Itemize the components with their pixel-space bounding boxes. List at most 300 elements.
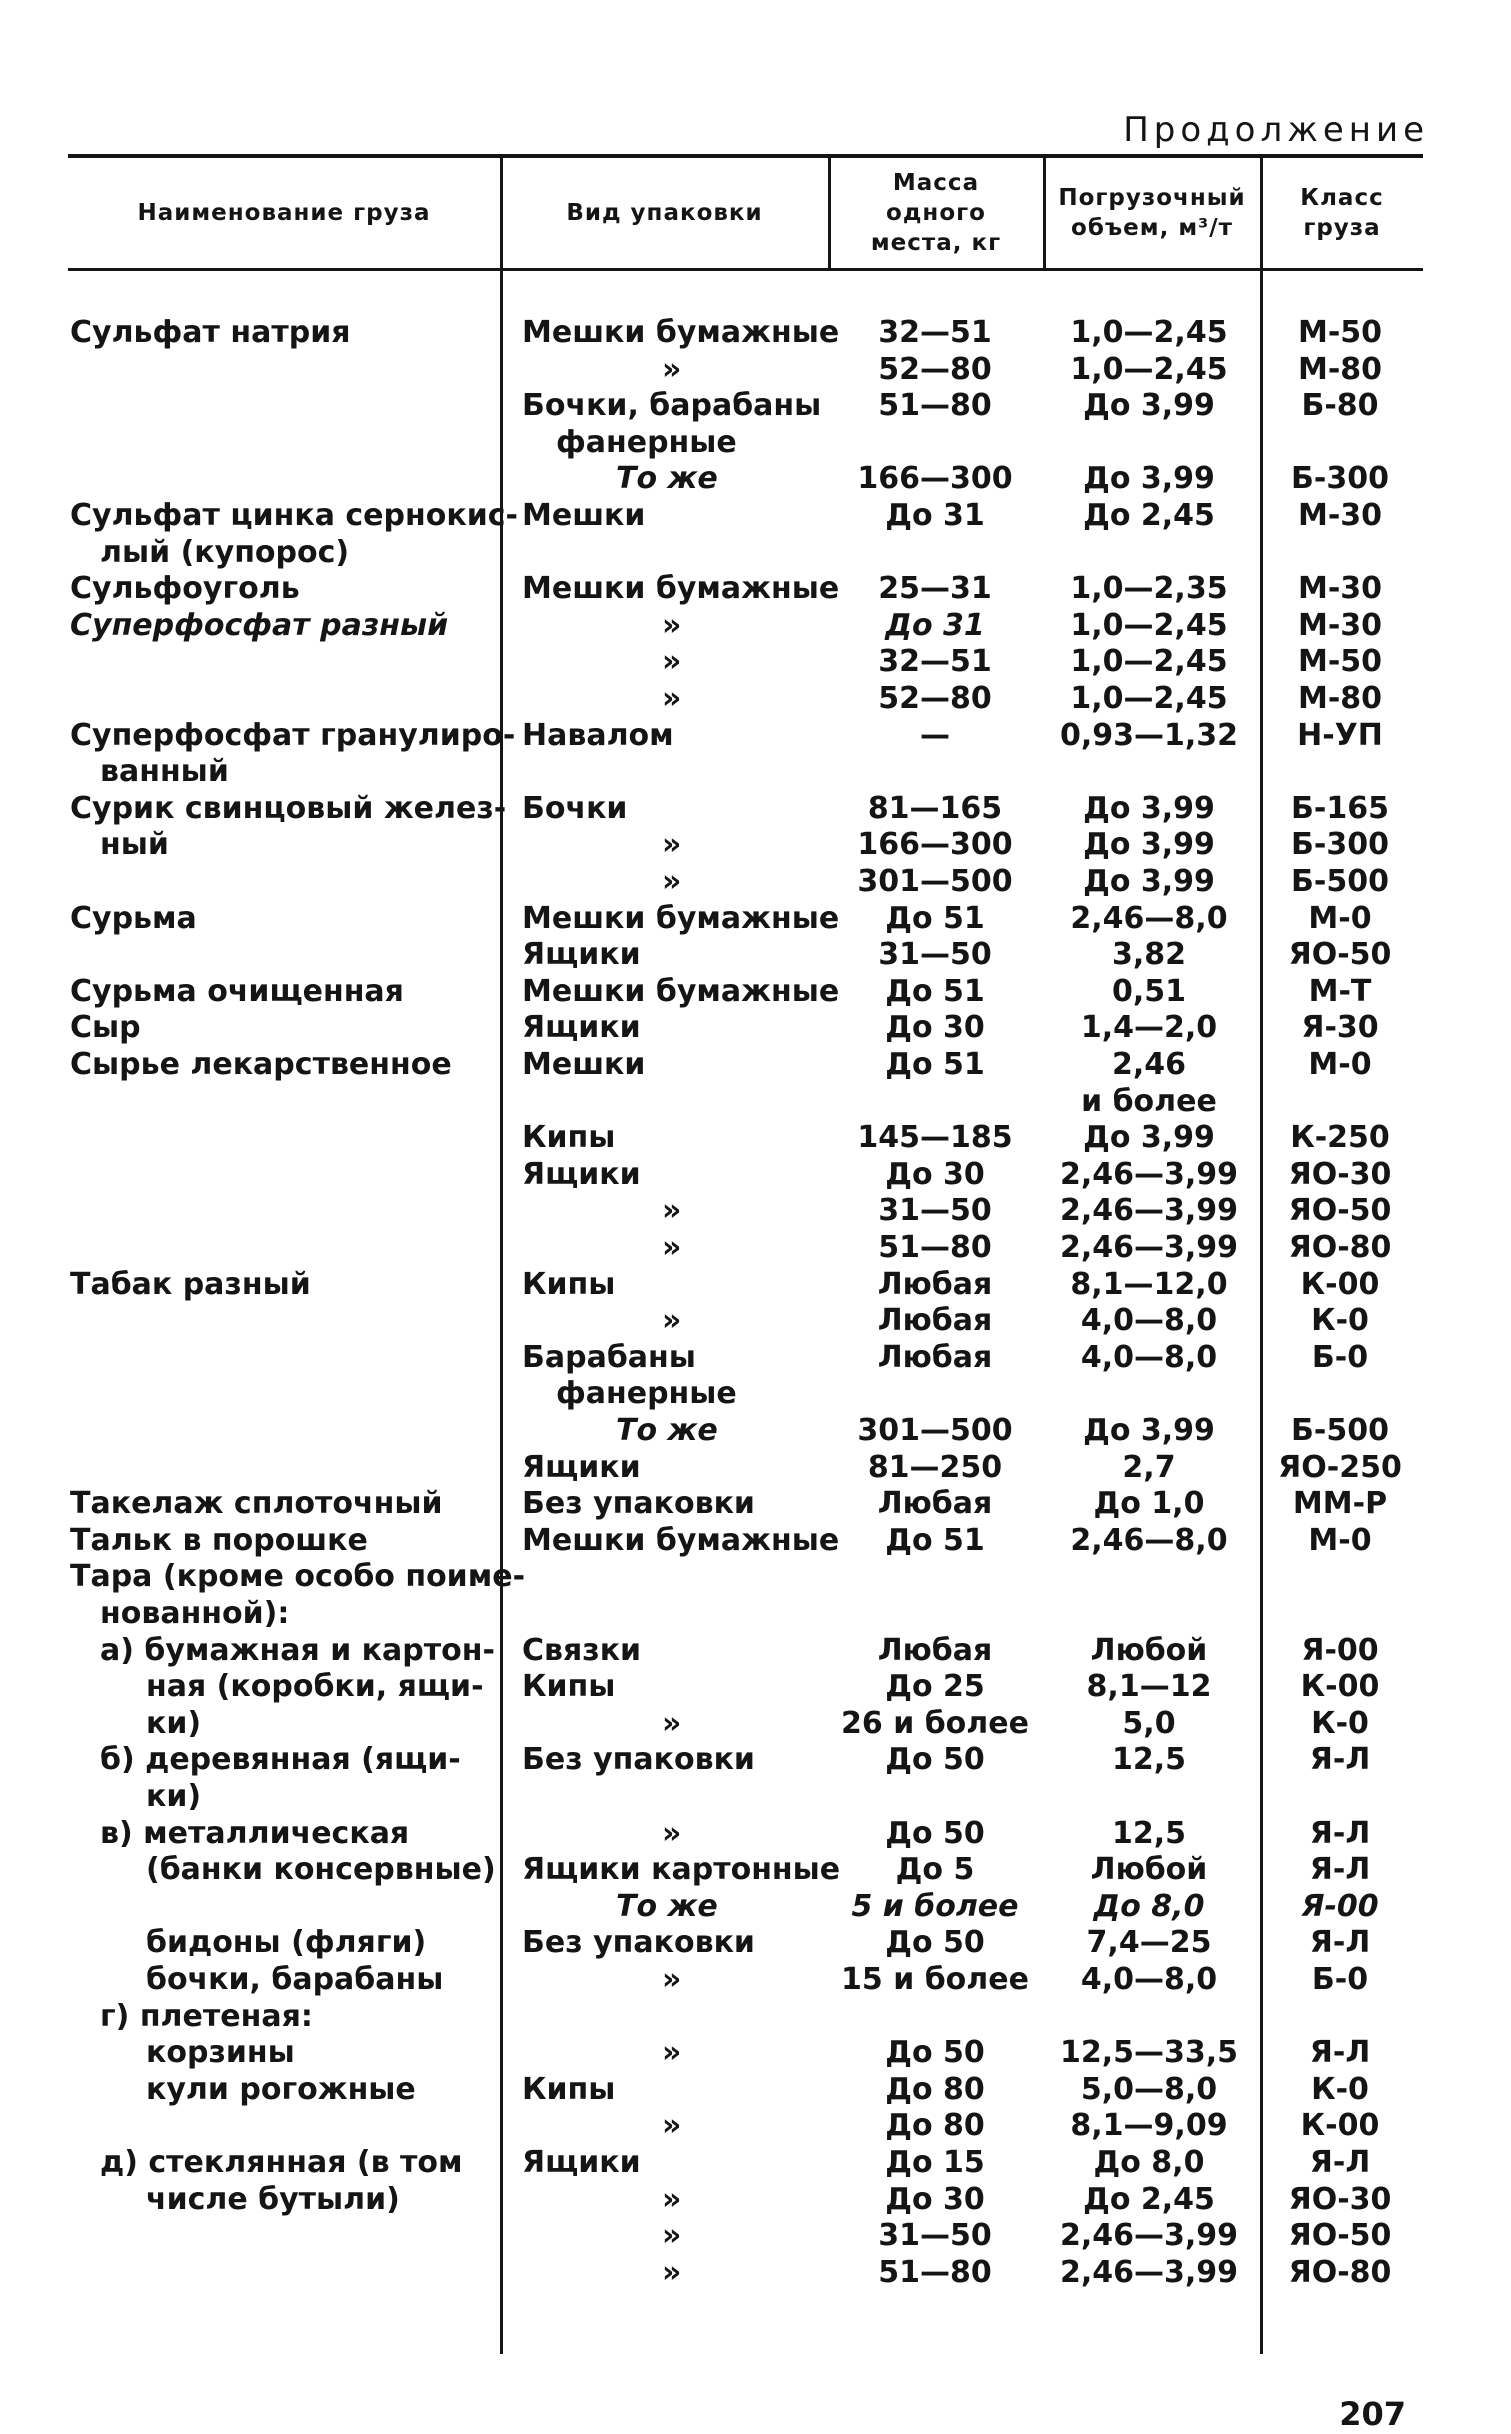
table-row [0, 2108, 1511, 2144]
cell-class: ЯО-50 [1288, 937, 1392, 973]
table-row [0, 827, 1511, 863]
table-row [0, 1450, 1511, 1486]
cell-packaging: Ящики [522, 1010, 641, 1046]
page-number: 207 [1339, 2395, 1406, 2433]
table-row [0, 1120, 1511, 1156]
cell-mass: До 31 [885, 498, 985, 533]
cell-volume [1044, 1559, 1254, 1595]
table-row [0, 1340, 1511, 1376]
table-top-rule [68, 154, 1423, 158]
cell-cargo-name: Тара (кроме особо поиме- [70, 1559, 526, 1595]
cell-mass: 301—500 [857, 864, 1013, 899]
table-row [0, 1376, 1511, 1412]
table-row [0, 2035, 1511, 2071]
cell-class [1260, 1779, 1420, 1815]
cell-packaging: Ящики [522, 937, 641, 973]
cell-cargo-name: Суперфосфат гранулиро- [70, 717, 516, 753]
cell-packaging: » [662, 1303, 682, 1339]
cell-volume: 3,82 [1111, 937, 1187, 973]
cell-packaging: » [662, 644, 682, 680]
table-row [0, 1559, 1511, 1595]
cell-mass: До 30 [885, 1156, 985, 1192]
cell-cargo-name: ный [100, 827, 169, 863]
cell-volume: 0,93—1,32 [1059, 717, 1239, 753]
cell-mass: До 15 [885, 2145, 985, 2180]
cell-cargo-name: Сурьма очищенная [70, 973, 404, 1009]
cell-volume: 2,46—3,99 [1059, 1156, 1239, 1192]
table-row [0, 1633, 1511, 1669]
cell-mass: 32—51 [878, 315, 992, 350]
cell-mass: 52—80 [878, 681, 992, 716]
cell-cargo-name: кули рогожные [146, 2071, 416, 2107]
cell-class: М-80 [1297, 681, 1383, 716]
cell-volume [1044, 1596, 1254, 1632]
cell-volume: 1,0—2,45 [1070, 607, 1228, 643]
cell-class: ЯО-80 [1288, 1230, 1392, 1265]
cell-cargo-name: Табак разный [70, 1266, 311, 1302]
table-row [0, 1706, 1511, 1742]
table-row [0, 388, 1511, 424]
cell-mass: 81—250 [867, 1449, 1003, 1485]
cell-volume: 1,0—2,45 [1070, 315, 1228, 350]
table-row [0, 498, 1511, 534]
cell-mass [830, 1999, 1040, 2035]
cell-volume: 2,46 [1111, 1047, 1187, 1082]
cell-class: М-0 [1308, 900, 1372, 936]
table-row [0, 1852, 1511, 1888]
cell-mass [830, 1084, 1040, 1120]
cell-mass: 145—185 [857, 1120, 1013, 1156]
cell-class: Б-0 [1311, 1339, 1369, 1375]
cell-mass: До 31 [885, 607, 985, 643]
table-row [0, 2218, 1511, 2254]
cell-class: К-0 [1311, 1705, 1369, 1741]
cell-packaging: Мешки бумажные [522, 973, 840, 1009]
cell-mass: 31—50 [878, 1193, 992, 1229]
cell-packaging: » [662, 2108, 682, 2144]
table-row [0, 1925, 1511, 1961]
cell-volume [1044, 425, 1254, 461]
cell-mass: 52—80 [878, 351, 992, 387]
cell-packaging: Ящики [522, 1449, 641, 1485]
cell-cargo-name: б) деревянная (ящи- [100, 1742, 461, 1778]
header-volume: Погрузочный объем, м³/т [1058, 185, 1246, 241]
cell-volume: и более [1081, 1083, 1217, 1119]
cell-volume: 1,0—2,45 [1070, 681, 1228, 716]
cell-volume [1044, 754, 1254, 790]
cell-volume: 8,1—12 [1086, 1669, 1212, 1705]
table-row [0, 901, 1511, 937]
cell-mass [830, 754, 1040, 790]
cell-class: М-80 [1297, 351, 1383, 387]
cell-volume: 2,46—8,0 [1070, 1522, 1228, 1558]
cell-class: Я-Л [1309, 2145, 1371, 2180]
cell-packaging: » [662, 1962, 682, 1997]
cell-mass: До 51 [885, 973, 985, 1009]
table-row [0, 461, 1511, 497]
cell-volume: 1,0—2,45 [1070, 351, 1228, 387]
cell-class: Б-300 [1291, 827, 1389, 863]
cell-volume: До 3,99 [1083, 790, 1215, 826]
cell-mass: 166—300 [857, 461, 1013, 497]
cell-class [1260, 1596, 1420, 1632]
cell-packaging: Мешки [522, 1047, 646, 1082]
table-row [0, 937, 1511, 973]
cell-mass: Любая [877, 1632, 993, 1668]
cell-mass: 31—50 [878, 2218, 992, 2254]
cell-packaging: Кипы [522, 1266, 616, 1302]
table-row [0, 1230, 1511, 1266]
table-row [0, 1669, 1511, 1705]
cell-packaging: Связки [522, 1632, 642, 1668]
cell-cargo-name: Такелаж сплоточный [70, 1486, 443, 1522]
cell-cargo-name: ванный [100, 754, 229, 790]
cell-mass: 51—80 [878, 388, 992, 424]
cell-packaging: Навалом [522, 717, 674, 753]
cell-mass: 15 и более [841, 1962, 1029, 1997]
cell-mass: До 50 [885, 1742, 985, 1778]
cell-volume: До 3,99 [1083, 827, 1215, 863]
cell-cargo-name: д) стеклянная (в том [100, 2145, 463, 2180]
cell-class [1260, 1559, 1420, 1595]
cell-class: ЯО-50 [1288, 2218, 1392, 2254]
cell-class: Я-Л [1309, 1742, 1371, 1778]
cell-volume: 1,0—2,45 [1070, 644, 1228, 680]
cell-mass [830, 535, 1040, 571]
table-row [0, 1596, 1511, 1632]
cell-packaging: Мешки бумажные [522, 1522, 840, 1558]
cell-volume: 1,4—2,0 [1080, 1010, 1218, 1046]
table-row [0, 1010, 1511, 1046]
cell-packaging: Кипы [522, 1120, 616, 1156]
cell-volume: 8,1—9,09 [1070, 2108, 1228, 2144]
cell-mass [830, 1779, 1040, 1815]
cell-volume: 2,46—8,0 [1070, 900, 1228, 936]
cell-class: ЯО-30 [1288, 1156, 1392, 1192]
cell-cargo-name: бочки, барабаны [146, 1962, 444, 1997]
cell-packaging: Ящики картонные [522, 1852, 841, 1888]
cell-class: Я-00 [1301, 1888, 1379, 1924]
table-row [0, 1413, 1511, 1449]
cell-mass: До 25 [885, 1669, 985, 1705]
table-row [0, 535, 1511, 571]
cell-mass: До 5 [895, 1852, 975, 1888]
header-cargo-name: Наименование груза [137, 200, 431, 226]
cell-cargo-name: Сульфат цинка сернокис- [70, 498, 518, 533]
cell-class [1260, 1999, 1420, 2035]
table-row [0, 1486, 1511, 1522]
cell-cargo-name: в) металлическая [100, 1815, 410, 1851]
cell-cargo-name: Сульфоуголь [70, 571, 300, 607]
table-row [0, 425, 1511, 461]
cell-volume: Любой [1090, 1632, 1208, 1668]
table-row [0, 571, 1511, 607]
cell-packaging: Ящики [522, 2145, 641, 2180]
table-row [0, 791, 1511, 827]
cell-packaging: Мешки бумажные [522, 900, 840, 936]
cell-class: К-0 [1311, 2071, 1369, 2107]
cell-volume: 2,46—3,99 [1059, 2254, 1239, 2290]
cell-volume: 0,51 [1111, 973, 1187, 1009]
cell-class: Я-Л [1309, 1925, 1371, 1961]
cell-mass [830, 1559, 1040, 1595]
table-row [0, 864, 1511, 900]
cell-class: К-00 [1300, 1669, 1380, 1705]
cell-mass: До 30 [885, 1010, 985, 1046]
cell-packaging: То же [616, 461, 718, 497]
cell-cargo-name: нованной): [100, 1596, 290, 1631]
cell-packaging: То же [616, 1888, 718, 1924]
cell-volume: 12,5—33,5 [1059, 2035, 1239, 2071]
cell-class: Я-Л [1309, 2035, 1371, 2071]
cell-mass: 25—31 [878, 571, 992, 607]
cell-class [1260, 535, 1420, 571]
cell-class: ММ-Р [1292, 1486, 1388, 1522]
cell-class: Б-500 [1291, 864, 1389, 899]
table-row [0, 644, 1511, 680]
cell-volume: До 1,0 [1093, 1486, 1205, 1522]
table-row [0, 1193, 1511, 1229]
cell-volume: 4,0—8,0 [1080, 1339, 1218, 1375]
cell-class: К-0 [1311, 1303, 1369, 1339]
cell-class: К-00 [1300, 1266, 1380, 1302]
cell-volume: 2,46—3,99 [1059, 1193, 1239, 1229]
cell-volume [1044, 1999, 1254, 2035]
cell-cargo-name: бидоны (фляги) [146, 1925, 427, 1961]
cell-class: Б-80 [1301, 388, 1379, 424]
cell-mass: До 51 [885, 1522, 985, 1558]
cell-packaging: Мешки [522, 498, 646, 533]
cell-mass: До 30 [885, 2181, 985, 2217]
cell-volume: До 8,0 [1093, 1888, 1205, 1924]
cell-volume: До 2,45 [1083, 498, 1215, 533]
table-row [0, 1303, 1511, 1339]
cell-class: Н-УП [1297, 717, 1383, 753]
cell-mass: 5 и более [851, 1888, 1019, 1924]
cell-volume: До 3,99 [1083, 1120, 1215, 1156]
table-row [0, 681, 1511, 717]
cell-cargo-name: Сульфат натрия [70, 315, 351, 350]
cell-packaging: Бочки [522, 790, 628, 826]
cell-class: К-00 [1300, 2108, 1380, 2144]
table-row [0, 1157, 1511, 1193]
cell-cargo-name: лый (купорос) [100, 534, 350, 570]
table-row [0, 1779, 1511, 1815]
cell-class: Я-Л [1309, 1852, 1371, 1888]
cell-volume: 8,1—12,0 [1070, 1266, 1228, 1302]
cell-class: Я-00 [1301, 1632, 1379, 1668]
cell-packaging: » [662, 1230, 682, 1265]
cell-cargo-name: Сурик свинцовый желез- [70, 790, 507, 826]
cell-class [1260, 754, 1420, 790]
cell-volume: 12,5 [1111, 1815, 1187, 1851]
cell-cargo-name: Сурьма [70, 900, 197, 936]
cell-volume: До 3,99 [1083, 1413, 1215, 1448]
cell-class: Б-500 [1291, 1413, 1389, 1448]
cell-volume: 4,0—8,0 [1080, 1303, 1218, 1339]
table-row [0, 1084, 1511, 1120]
cell-mass: 51—80 [878, 2254, 992, 2290]
cell-mass: Любая [877, 1339, 993, 1375]
cell-class: ЯО-250 [1278, 1449, 1402, 1485]
cell-cargo-name: (банки консервные) [146, 1852, 496, 1888]
cell-packaging: » [662, 351, 682, 387]
cell-packaging: » [662, 1193, 682, 1229]
table-row [0, 1742, 1511, 1778]
cell-cargo-name: числе бутыли) [146, 2181, 400, 2217]
header-class: Класс груза [1300, 185, 1384, 241]
table-row [0, 1816, 1511, 1852]
cell-packaging: Кипы [522, 2071, 616, 2107]
cell-packaging: Без упаковки [522, 1486, 755, 1522]
cell-class: М-30 [1297, 498, 1383, 533]
cell-mass: — [920, 717, 950, 753]
cell-class: М-30 [1297, 607, 1383, 643]
cell-cargo-name: г) плетеная: [100, 1998, 313, 2034]
continuation-label: Продолжение [1123, 110, 1429, 150]
cell-packaging: » [662, 864, 682, 899]
cell-class: М-30 [1297, 571, 1383, 607]
cell-mass: До 50 [885, 2035, 985, 2071]
cell-packaging: Без упаковки [522, 1742, 755, 1778]
table-row [0, 1962, 1511, 1998]
cell-class [1260, 1376, 1420, 1412]
cell-mass: Любая [877, 1266, 993, 1302]
cell-volume: До 3,99 [1083, 864, 1215, 899]
cell-mass: До 50 [885, 1925, 985, 1961]
table-row [0, 1889, 1511, 1925]
cell-class: М-Т [1308, 973, 1372, 1009]
cell-volume: До 3,99 [1083, 388, 1215, 424]
cell-volume: До 3,99 [1083, 461, 1215, 497]
header-packaging: Вид упаковки [566, 200, 763, 226]
cell-packaging: » [662, 1705, 682, 1741]
table-row [0, 1523, 1511, 1559]
cell-class: Б-300 [1291, 461, 1389, 497]
cell-mass [830, 425, 1040, 461]
cell-class [1260, 1084, 1420, 1120]
cell-cargo-name: а) бумажная и картон- [100, 1632, 495, 1668]
cell-class: Б-165 [1291, 790, 1389, 826]
cell-packaging: То же [616, 1413, 718, 1448]
table-row [0, 2072, 1511, 2108]
cell-volume: 2,7 [1122, 1449, 1176, 1485]
cell-mass: До 80 [885, 2071, 985, 2107]
cell-mass: 26 и более [841, 1705, 1029, 1741]
cell-cargo-name: Сыр [70, 1010, 141, 1046]
cell-class: Я-30 [1301, 1010, 1379, 1046]
cell-packaging: » [662, 2181, 682, 2217]
cell-packaging: » [662, 2035, 682, 2071]
cell-mass: До 51 [885, 1047, 985, 1082]
cell-volume: 2,46—3,99 [1059, 1230, 1239, 1265]
cell-mass: 31—50 [878, 937, 992, 973]
cell-class: М-0 [1308, 1047, 1372, 1082]
cell-cargo-name: Тальк в порошке [70, 1522, 368, 1558]
table-row [0, 1999, 1511, 2035]
cell-class: Я-Л [1309, 1815, 1371, 1851]
table-row [0, 352, 1511, 388]
cell-cargo-name: ная (коробки, ящи- [146, 1669, 484, 1705]
table-row [0, 2255, 1511, 2291]
cell-class: М-0 [1308, 1522, 1372, 1558]
cell-mass: До 80 [885, 2108, 985, 2144]
cell-class [1260, 425, 1420, 461]
cell-volume [1044, 535, 1254, 571]
cell-volume: До 8,0 [1093, 2145, 1205, 2180]
cell-volume [1044, 1779, 1254, 1815]
cell-class: М-50 [1297, 644, 1383, 680]
cell-mass [830, 1596, 1040, 1632]
cell-packaging: Ящики [522, 1156, 641, 1192]
cell-mass: Любая [877, 1303, 993, 1339]
cell-cargo-name: Суперфосфат разный [70, 607, 449, 643]
cell-packaging: Мешки бумажные [522, 315, 840, 350]
cell-packaging: Бочки, барабаны [522, 388, 822, 424]
cell-packaging: фанерные [556, 424, 737, 460]
cell-volume: 12,5 [1111, 1742, 1187, 1778]
cell-class: ЯО-50 [1288, 1193, 1392, 1229]
cell-class: ЯО-80 [1288, 2254, 1392, 2290]
cell-mass: 32—51 [878, 644, 992, 680]
cell-volume: 5,0 [1122, 1705, 1176, 1741]
cell-packaging: фанерные [556, 1376, 737, 1412]
cell-class: К-250 [1290, 1120, 1390, 1156]
cell-packaging: Мешки бумажные [522, 571, 840, 607]
cell-class: М-50 [1297, 315, 1383, 350]
table-row [0, 315, 1511, 351]
cell-packaging: » [662, 681, 682, 716]
cell-packaging: » [662, 1815, 682, 1851]
table-row [0, 718, 1511, 754]
table-row [0, 1267, 1511, 1303]
cell-packaging: Без упаковки [522, 1925, 755, 1961]
table-row [0, 608, 1511, 644]
cell-class: Б-0 [1311, 1962, 1369, 1997]
cell-volume: 4,0—8,0 [1080, 1962, 1218, 1997]
cell-mass: 301—500 [857, 1413, 1013, 1448]
cell-volume: 5,0—8,0 [1080, 2071, 1218, 2107]
cell-cargo-name: Сырье лекарственное [70, 1047, 452, 1082]
cell-mass: До 51 [885, 900, 985, 936]
cell-volume: 7,4—25 [1086, 1925, 1212, 1961]
cell-cargo-name: ки) [146, 1779, 202, 1814]
cell-volume: 2,46—3,99 [1059, 2218, 1239, 2254]
cell-mass: 81—165 [867, 790, 1003, 826]
cell-volume: Любой [1090, 1852, 1208, 1888]
cell-mass [830, 1376, 1040, 1412]
table-header-rule [68, 268, 1423, 271]
cell-packaging: Барабаны [522, 1339, 696, 1375]
table-row [0, 974, 1511, 1010]
cell-mass: До 50 [885, 1815, 985, 1851]
cell-packaging: » [662, 2218, 682, 2254]
cell-cargo-name: ки) [146, 1705, 202, 1741]
cell-volume [1044, 1376, 1254, 1412]
cell-mass: 51—80 [878, 1230, 992, 1265]
cell-mass: 166—300 [857, 827, 1013, 863]
cell-packaging: » [662, 607, 682, 643]
cell-mass: Любая [877, 1486, 993, 1522]
cell-cargo-name: корзины [146, 2035, 295, 2071]
table-row [0, 1047, 1511, 1083]
header-mass: Масса одного места, кг [870, 170, 1002, 256]
cell-packaging: » [662, 2254, 682, 2290]
cell-packaging: Кипы [522, 1669, 616, 1705]
table-row [0, 754, 1511, 790]
table-row [0, 2182, 1511, 2218]
cell-packaging: » [662, 827, 682, 863]
